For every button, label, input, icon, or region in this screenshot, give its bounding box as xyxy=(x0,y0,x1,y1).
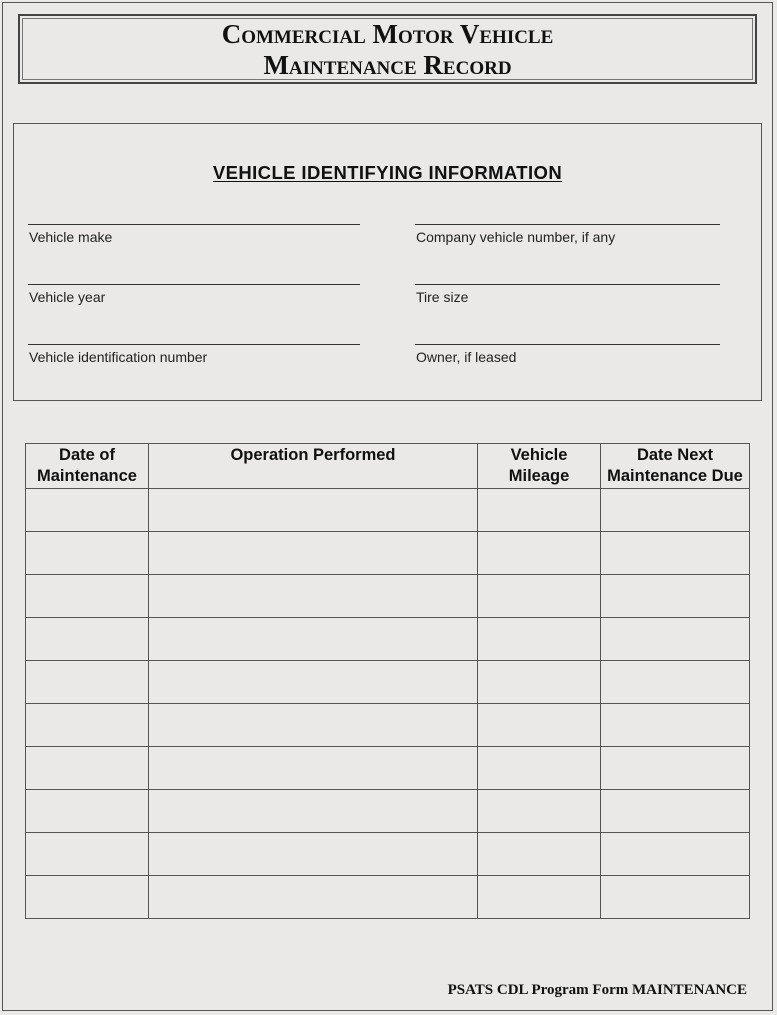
table-row xyxy=(26,747,750,790)
operation-cell[interactable] xyxy=(149,575,478,618)
vin-field[interactable] xyxy=(28,344,360,345)
date-cell[interactable] xyxy=(26,489,149,532)
date-cell[interactable] xyxy=(26,876,149,919)
table-row xyxy=(26,833,750,876)
vehicle-make-label: Vehicle make xyxy=(29,229,113,245)
operation-cell[interactable] xyxy=(149,661,478,704)
mileage-cell[interactable] xyxy=(478,747,601,790)
column-header-operation xyxy=(149,444,478,489)
date-cell[interactable] xyxy=(26,833,149,876)
next-due-cell[interactable] xyxy=(601,618,750,661)
column-header-date-line-1: Date of xyxy=(59,446,115,464)
operation-cell[interactable] xyxy=(149,489,478,532)
mileage-cell[interactable] xyxy=(478,704,601,747)
table-row xyxy=(26,790,750,833)
next-due-cell[interactable] xyxy=(601,532,750,575)
operation-cell[interactable] xyxy=(149,790,478,833)
mileage-cell[interactable] xyxy=(478,618,601,661)
next-due-cell[interactable] xyxy=(601,876,750,919)
date-cell[interactable] xyxy=(26,618,149,661)
column-header-date xyxy=(26,444,149,489)
vehicle-year-label: Vehicle year xyxy=(29,289,106,305)
date-cell[interactable] xyxy=(26,704,149,747)
form-title xyxy=(18,14,757,84)
vin-label: Vehicle identification number xyxy=(29,349,208,365)
date-cell[interactable] xyxy=(26,790,149,833)
table-row xyxy=(26,575,750,618)
mileage-cell[interactable] xyxy=(478,532,601,575)
next-due-cell[interactable] xyxy=(601,833,750,876)
mileage-cell[interactable] xyxy=(478,489,601,532)
operation-cell[interactable] xyxy=(149,747,478,790)
column-header-next-due xyxy=(601,444,750,489)
column-header-date-line-2: Maintenance xyxy=(37,467,137,485)
maintenance-log-body xyxy=(26,489,750,919)
table-header-row xyxy=(26,444,750,489)
date-cell[interactable] xyxy=(26,532,149,575)
column-header-operation-text: Operation Performed xyxy=(230,446,396,464)
tire-size-field[interactable] xyxy=(415,284,720,285)
maintenance-log-table xyxy=(25,443,750,919)
table-row xyxy=(26,661,750,704)
table-row xyxy=(26,618,750,661)
column-header-next-due-line-2: Maintenance Due xyxy=(607,467,743,485)
column-header-next-due-line-1: Date Next xyxy=(636,446,714,464)
mileage-cell[interactable] xyxy=(478,661,601,704)
operation-cell[interactable] xyxy=(149,532,478,575)
table-row xyxy=(26,532,750,575)
next-due-cell[interactable] xyxy=(601,790,750,833)
next-due-cell[interactable] xyxy=(601,661,750,704)
operation-cell[interactable] xyxy=(149,833,478,876)
vehicle-info-section xyxy=(13,123,762,401)
vehicle-info-heading-text: VEHICLE IDENTIFYING INFORMATION xyxy=(212,162,563,183)
mileage-cell[interactable] xyxy=(478,575,601,618)
mileage-cell[interactable] xyxy=(478,790,601,833)
table-row xyxy=(26,876,750,919)
operation-cell[interactable] xyxy=(149,876,478,919)
column-header-mileage xyxy=(478,444,601,489)
vehicle-info-heading xyxy=(14,162,761,184)
company-vehicle-number-field[interactable] xyxy=(415,224,720,225)
operation-cell[interactable] xyxy=(149,618,478,661)
company-vehicle-number-label: Company vehicle number, if any xyxy=(416,229,616,245)
form-title-line-1: Commercial Motor Vehicle xyxy=(221,19,554,49)
next-due-cell[interactable] xyxy=(601,575,750,618)
next-due-cell[interactable] xyxy=(601,747,750,790)
table-row xyxy=(26,489,750,532)
next-due-cell[interactable] xyxy=(601,704,750,747)
mileage-cell[interactable] xyxy=(478,833,601,876)
column-header-mileage-line-2: Mileage xyxy=(508,467,570,485)
tire-size-label: Tire size xyxy=(416,289,469,305)
date-cell[interactable] xyxy=(26,575,149,618)
operation-cell[interactable] xyxy=(149,704,478,747)
date-cell[interactable] xyxy=(26,661,149,704)
next-due-cell[interactable] xyxy=(601,489,750,532)
vehicle-year-field[interactable] xyxy=(28,284,360,285)
table-row xyxy=(26,704,750,747)
vehicle-make-field[interactable] xyxy=(28,224,360,225)
mileage-cell[interactable] xyxy=(478,876,601,919)
form-title-line-2: Maintenance Record xyxy=(263,50,512,80)
owner-label: Owner, if leased xyxy=(416,349,517,365)
owner-field[interactable] xyxy=(415,344,720,345)
form-footer: PSATS CDL Program Form MAINTENANCE xyxy=(447,982,747,998)
column-header-mileage-line-1: Vehicle xyxy=(510,446,568,464)
date-cell[interactable] xyxy=(26,747,149,790)
